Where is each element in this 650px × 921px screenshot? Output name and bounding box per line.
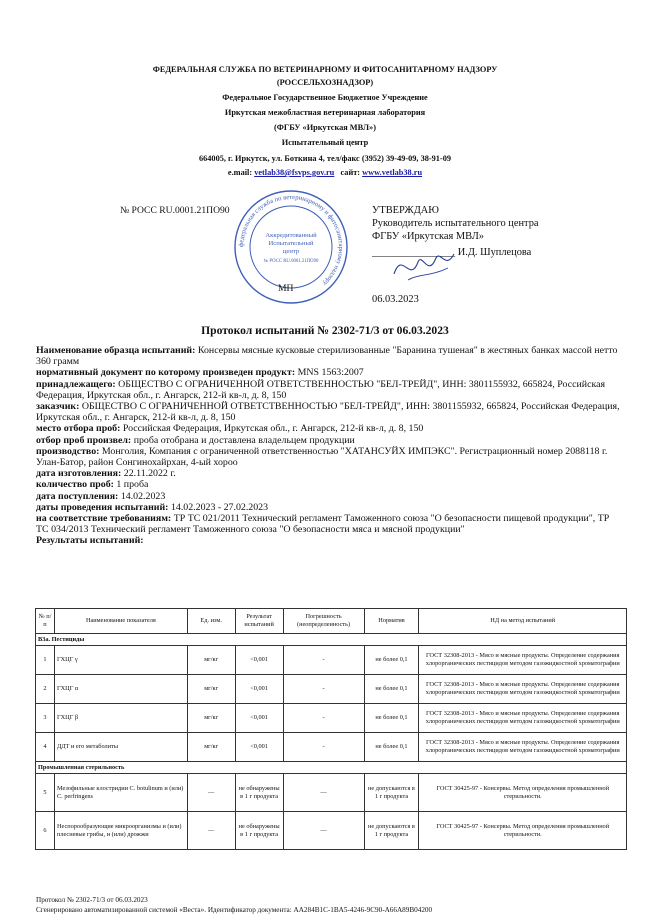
cell-error: - (283, 675, 364, 704)
stamp-mp-label: МП (278, 283, 294, 294)
cell-number: 4 (36, 733, 55, 762)
cell-result: не обнаружены в 1 г продукта (235, 812, 283, 850)
col-header-unit: Ед. изм. (187, 609, 235, 634)
protocol-title: Протокол испытаний № 2302-71/3 от 06.03.2023 (201, 324, 449, 337)
cell-unit: — (187, 774, 235, 812)
cell-name: ГХЦГ β (54, 704, 187, 733)
cell-result: <0,001 (235, 733, 283, 762)
cell-norm: не более 0,1 (364, 675, 419, 704)
table-row (36, 774, 627, 812)
table-row (36, 704, 627, 733)
cell-error: - (283, 646, 364, 675)
cell-error: — (283, 774, 364, 812)
group-row-sterility (36, 762, 627, 774)
institution-type: Федеральное Государственное Бюджетное Учреждение (222, 93, 428, 102)
info-sampler: отбор проб произвел: проба отобрана и доставлена владельцем продукции (36, 434, 355, 446)
stamp-center-1: Аккредитованный (265, 232, 317, 239)
col-header-number: № п/п (36, 609, 55, 634)
lab-abbr: (ФГБУ «Иркутская МВЛ») (274, 123, 376, 132)
cell-unit: мг/кг (187, 704, 235, 733)
footer-protocol: Протокол № 2302-71/3 от 06.03.2023 (36, 896, 148, 904)
info-results-heading: Результаты испытаний: (36, 535, 144, 547)
cell-result: не обнаружены в 1 г продукта (235, 774, 283, 812)
col-header-result: Результат испытаний (235, 609, 283, 634)
table-row (36, 646, 627, 675)
accreditation-number: № РОСС RU.0001.21ПО90 (120, 205, 230, 216)
cell-method: ГОСТ 32308-2013 - Мясо и мясные продукты. Определение содержания хлорорганических пестицидов методом газожидкостной хроматографии (419, 704, 627, 733)
col-header-name: Наименование показателя (54, 609, 187, 634)
agency-abbr: (РОССЕЛЬХОЗНАДЗОР) (276, 78, 374, 87)
email-link[interactable]: vetlab38@fsvps.gov.ru (254, 168, 335, 177)
cell-number: 2 (36, 675, 55, 704)
cell-unit: мг/кг (187, 733, 235, 762)
results-table (35, 608, 627, 850)
email-label: e.mail: (227, 168, 253, 177)
cell-unit: мг/кг (187, 646, 235, 675)
cell-error: - (283, 733, 364, 762)
protocol-info (36, 345, 621, 547)
info-made: дата изготовления: 22.11.2022 г. (36, 468, 176, 480)
cell-error: — (283, 812, 364, 850)
lab-name: Иркутская межобластная ветеринарная лаборатория (224, 108, 426, 117)
info-place: место отбора проб: Российская Федерация, Иркутская обл., г. Ангарск, 212-й кв-л, д. 8, 150 (36, 423, 424, 435)
address-line: 664005, г. Иркутск, ул. Боткина 4, тел/факс (3952) 39-49-09, 38-91-09 (198, 154, 451, 163)
cell-norm: не более 0,1 (364, 704, 419, 733)
handwritten-signature (388, 244, 458, 290)
info-dates: даты проведения испытаний: 14.02.2023 - 27.02.2023 (36, 501, 269, 513)
cell-unit: мг/кг (187, 675, 235, 704)
cell-number: 1 (36, 646, 55, 675)
col-header-norm: Норматив (364, 609, 419, 634)
cell-result: <0,001 (235, 704, 283, 733)
stamp-ring-text: федеральная служба по ветеринарному и фитосанитарному надзору (237, 193, 345, 287)
table-header-row (36, 609, 627, 634)
cell-name: ГХЦГ γ (54, 646, 187, 675)
cell-norm: не допускаются в 1 г продукта (364, 812, 419, 850)
cell-name: Неспорообразующие микроорганизмы и (или) плесневые грибы, и (или) дрожжи (54, 812, 187, 850)
info-customer: заказчик: ОБЩЕСТВО С ОГРАНИЧЕННОЙ ОТВЕТСТВЕННОСТЬЮ "БЕЛ-ТРЕЙД", ИНН: 3801155932, 665824, Российская Федерация, Иркутская обл., г. Ангарск, 212-й кв-л, д. 8, 150 (36, 401, 620, 424)
site-link[interactable]: www.vetlab38.ru (362, 168, 423, 177)
approval-date: 06.03.2023 (372, 294, 419, 305)
cell-number: 6 (36, 812, 55, 850)
group-label: В3а. Пестициды (36, 634, 627, 646)
cell-name: ГХЦГ α (54, 675, 187, 704)
table-row (36, 733, 627, 762)
approver-position-1: Руководитель испытательного центра (372, 218, 539, 229)
site-label: сайт: (340, 168, 361, 177)
cell-number: 5 (36, 774, 55, 812)
cell-norm: не более 0,1 (364, 733, 419, 762)
agency-name: ФЕДЕРАЛЬНАЯ СЛУЖБА ПО ВЕТЕРИНАРНОМУ И ФИТОСАНИТАРНОМУ НАДЗОРУ (152, 65, 498, 74)
cell-error: - (283, 704, 364, 733)
stamp-center-3: центр (282, 248, 300, 255)
cell-result: <0,001 (235, 675, 283, 704)
col-header-method: НД на метод испытаний (419, 609, 627, 634)
stamp-center-4: № РОСС RU.0001.21ПО90 (263, 259, 319, 264)
cell-method: ГОСТ 32308-2013 - Мясо и мясные продукты. Определение содержания хлорорганических пестицидов методом газожидкостной хроматографии (419, 646, 627, 675)
cell-unit: — (187, 812, 235, 850)
info-qty: количество проб: 1 проба (36, 479, 149, 491)
table-row (36, 675, 627, 704)
cell-name: ДДТ и его метаболиты (54, 733, 187, 762)
cell-method: ГОСТ 32308-2013 - Мясо и мясные продукты. Определение содержания хлорорганических пестицидов методом газожидкостной хроматографии (419, 733, 627, 762)
group-row-pesticides (36, 634, 627, 646)
cell-norm: не более 0,1 (364, 646, 419, 675)
cell-method: ГОСТ 30425-97 - Консервы. Метод определения промышленной стерильности. (419, 812, 627, 850)
group-label: Промышленная стерильность (36, 762, 627, 774)
col-header-error: Погрешность (неопределенность) (283, 609, 364, 634)
approver-name: И.Д. Шуплецова (457, 247, 532, 258)
info-received: дата поступления: 14.02.2023 (36, 490, 166, 502)
approve-heading: УТВЕРЖДАЮ (372, 205, 439, 216)
stamp-inner-ring (250, 206, 332, 288)
approver-position-2: ФГБУ «Иркутская МВЛ» (372, 231, 484, 242)
stamp-center-2: Испытательный (268, 240, 314, 247)
info-owner: принадлежащего: ОБЩЕСТВО С ОГРАНИЧЕННОЙ ОТВЕТСТВЕННОСТЬЮ "БЕЛ-ТРЕЙД", ИНН: 3801155932, 665824, Российская Федерация, Иркутская обл., г. Ангарск, 212-й кв-л, д. 8, 150 (36, 378, 606, 401)
info-requirements: на соответствие требованиям: ТР ТС 021/2011 Технический регламент Таможенного союза "О безопасности пищевой продукции", ТР ТС 034/2013 Технический регламент Таможенного союза "О безопасности мяса и мясной продукции" (36, 513, 610, 536)
cell-result: <0,001 (235, 646, 283, 675)
cell-method: ГОСТ 30425-97 - Консервы. Метод определения промышленной стерильности. (419, 774, 627, 812)
testing-center: Испытательный центр (281, 138, 369, 147)
cell-method: ГОСТ 32308-2013 - Мясо и мясные продукты. Определение содержания хлорорганических пестицидов методом газожидкостной хроматографии (419, 675, 627, 704)
table-row (36, 812, 627, 850)
contacts-line (0, 166, 650, 179)
info-producer: производство: Монголия, Компания с ограниченной ответственностью "ХАТАНСУЙХ ИМПЭКС". Регистрационный номер 2088118 г. Улан-Батор, район Сонгинохайрхан, 4-ый хороо (36, 445, 608, 469)
cell-number: 3 (36, 704, 55, 733)
cell-norm: не допускаются в 1 г продукта (364, 774, 419, 812)
footer-generated: Сгенерировано автоматизированной системой «Веста». Идентификатор документа: AA284B1C-1BA5-4246-9C90-A66A89B04200 (36, 906, 433, 914)
info-sample: Наименование образца испытаний: Консервы мясные кусковые стерилизованные "Баранина тушеная" в жестяных банках массой нетто 360 грамм (36, 345, 618, 368)
info-normdoc: нормативный документ по которому произведен продукт: MNS 1563:2007 (36, 367, 364, 379)
cell-name: Мезофильные клостридии C. botulinum и (или) C. perfringens (54, 774, 187, 812)
signature-line: ________________ (372, 247, 456, 258)
